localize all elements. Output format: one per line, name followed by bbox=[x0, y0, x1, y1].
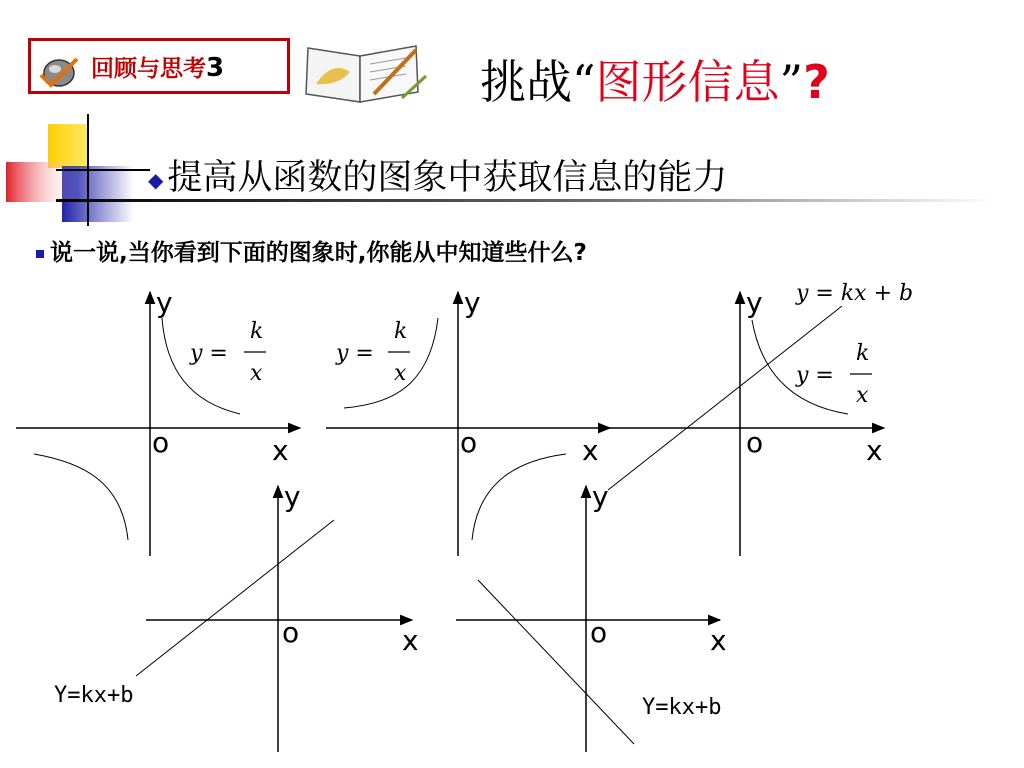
y-axis-label: y bbox=[156, 286, 173, 319]
origin-label: o bbox=[282, 616, 300, 649]
y-axis-label: y bbox=[746, 286, 763, 319]
equation-denominator: x bbox=[250, 361, 263, 386]
equation-denominator: x bbox=[394, 361, 407, 386]
equation-linear: Y=kx+b bbox=[642, 695, 722, 720]
equation-lhs: y = bbox=[336, 341, 374, 366]
x-axis-label: x bbox=[402, 624, 419, 657]
equation-lhs: y = bbox=[190, 341, 228, 366]
origin-label: o bbox=[590, 616, 608, 649]
x-axis-label: x bbox=[866, 434, 883, 467]
origin-label: o bbox=[152, 426, 170, 459]
y-axis-label: y bbox=[284, 480, 301, 513]
equation-numerator: k bbox=[250, 319, 264, 344]
equation-lhs: y = bbox=[796, 363, 834, 388]
origin-label: o bbox=[460, 426, 478, 459]
y-axis-label: y bbox=[592, 480, 609, 513]
x-axis-label: x bbox=[272, 434, 289, 467]
straight-line bbox=[478, 580, 634, 744]
y-axis-label: y bbox=[464, 286, 481, 319]
graph-inverse-positive bbox=[16, 286, 300, 556]
equation-numerator: k bbox=[394, 319, 408, 344]
equation-linear: Y=kx+b bbox=[54, 683, 134, 708]
graph-line-and-inverse bbox=[608, 281, 913, 556]
subtitle: ◆ 提高从函数的图象中获取信息的能力 bbox=[148, 158, 728, 198]
equation-denominator: x bbox=[856, 383, 869, 408]
hyperbola-branch bbox=[162, 318, 240, 414]
equation-linear: y = kx + b bbox=[796, 281, 914, 306]
x-axis-label: x bbox=[582, 434, 599, 467]
equation-numerator: k bbox=[856, 341, 870, 366]
straight-line bbox=[608, 306, 842, 490]
graph-inverse-negative bbox=[326, 286, 610, 556]
prompt-text: 说一说,当你看到下面的图象时,你能从中知道些什么? bbox=[36, 234, 587, 267]
graph-line-increasing bbox=[54, 480, 419, 752]
badge-label: 回顾与思考3 bbox=[91, 53, 225, 83]
diamond-bullet-icon: ◆ bbox=[148, 167, 164, 192]
graph-line-decreasing bbox=[456, 480, 727, 752]
hyperbola-branch bbox=[34, 454, 128, 540]
origin-label: o bbox=[746, 426, 764, 459]
x-axis-label: x bbox=[710, 624, 727, 657]
hyperbola-branch bbox=[472, 454, 566, 540]
straight-line bbox=[136, 520, 334, 676]
page-title: 挑战“图形信息”? bbox=[480, 55, 830, 109]
